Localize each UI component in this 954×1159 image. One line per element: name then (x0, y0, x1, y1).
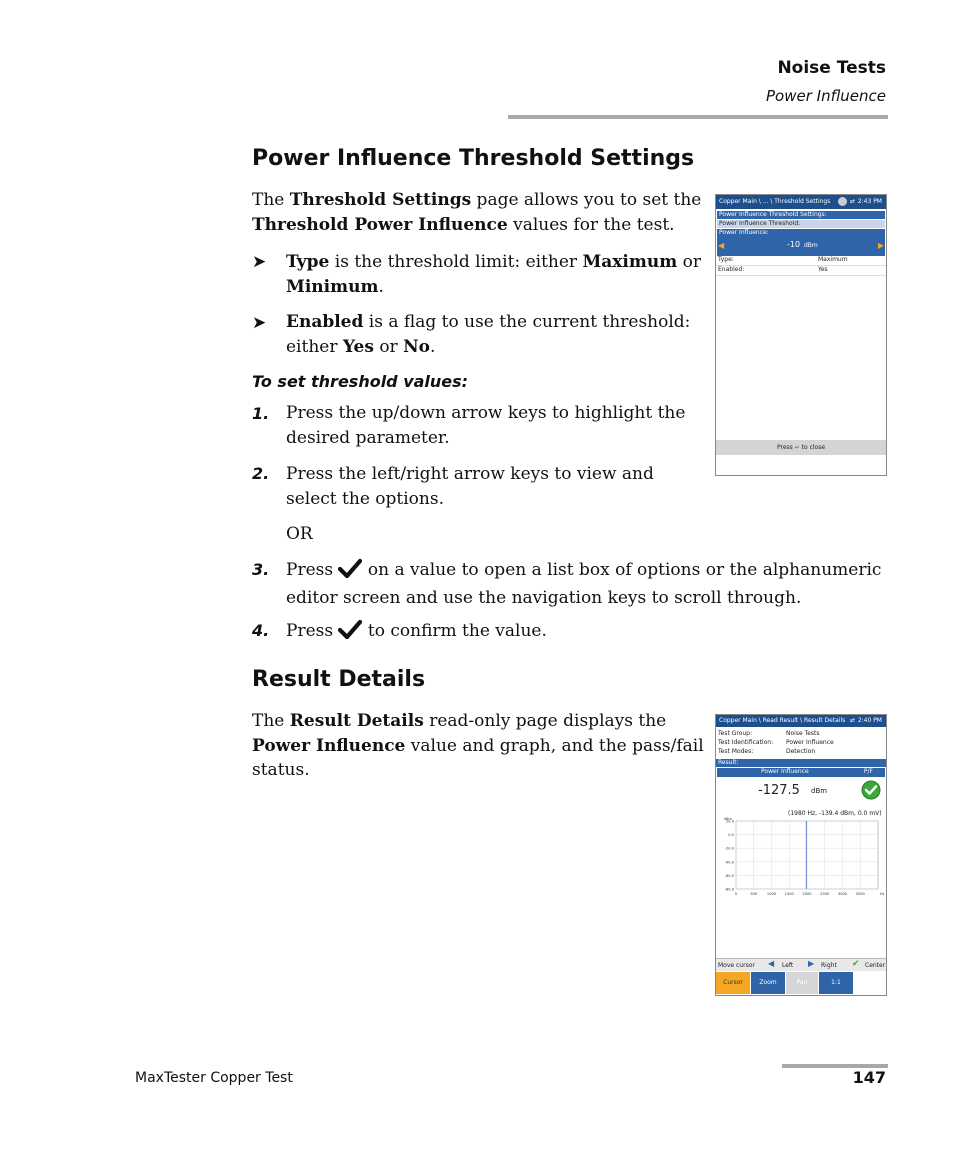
or-text: OR (286, 524, 313, 544)
screen-path: Copper Main \ Read Result \ Result Details (719, 717, 846, 724)
result-details-intro: The Result Details read-only page displays the Power Influence value and graph, and the pass/fail status. (252, 711, 704, 780)
step-3-text: Press on a value to open a list box of options or the alphanumeric editor screen and use the navigation keys to scroll through. (286, 560, 882, 608)
x-tick-label: 2000 (802, 892, 812, 896)
sync-icon: ⇄ (850, 717, 856, 724)
section-heading-threshold: Power Influence Threshold Settings (252, 146, 695, 171)
check-icon[interactable]: ✔ (852, 959, 860, 969)
running-header-subtitle: Power Influence (766, 87, 886, 105)
arrow-right-icon[interactable]: ▶ (877, 241, 884, 250)
x-tick-label: 500 (750, 892, 758, 896)
header-rule (508, 115, 888, 119)
tab-cursor[interactable]: Cursor (716, 972, 750, 994)
bullet-arrow-icon: ➤ (252, 252, 267, 272)
y-tick-label: 0.0 (728, 833, 734, 838)
y-tick-label: 20.0 (725, 819, 734, 824)
screen-titlebar (716, 195, 886, 209)
result-row: Result: (716, 759, 886, 767)
result-columns: Power Influence P/F (717, 768, 885, 777)
running-header-title: Noise Tests (777, 58, 886, 78)
y-tick-label: -80.0 (724, 887, 734, 892)
arrow-right-icon[interactable]: ▶ (808, 959, 815, 968)
bullet-arrow-icon: ➤ (252, 313, 267, 333)
bullet-enabled: Enabled is a flag to use the current threshold: either Yes or No. (286, 312, 691, 357)
x-tick-label: 1000 (766, 892, 777, 896)
y-tick-label: -40.0 (724, 860, 734, 865)
pass-icon (861, 780, 881, 804)
x-tick-label: 1500 (784, 892, 794, 896)
arrow-left-icon[interactable]: ◀ (768, 959, 775, 968)
step-2-text: Press the left/right arrow keys to view and select the options. (286, 464, 654, 509)
y-tick-label: -20.0 (724, 846, 734, 851)
power-influence-field[interactable]: Power Influence: ◀ -10 dBm ▶ (717, 229, 885, 256)
tab-one-to-one[interactable]: 1:1 (819, 972, 853, 994)
x-tick-label: 3000 (837, 892, 848, 896)
status-icon (838, 197, 847, 206)
checkmark-icon (338, 558, 362, 586)
y-tick-label: -60.0 (724, 873, 734, 878)
y-axis-label: dBm (724, 817, 732, 821)
cursor-readout: (1980 Hz, -139.4 dBm, 0.0 mV) (788, 810, 882, 817)
screen-titlebar (716, 715, 886, 727)
procedure-title: To set threshold values: (252, 372, 469, 391)
footer-title: MaxTester Copper Test (135, 1070, 293, 1086)
x-tick-label: 3500 (855, 892, 865, 896)
row-settings[interactable]: Power Influence Threshold Settings: (717, 211, 885, 219)
info-row: Test Identification: Power Influence (718, 739, 834, 746)
screen-path: Copper Main \ ... \ Threshold Settings (719, 198, 831, 205)
step-1-text: Press the up/down arrow keys to highlight the desired parameter. (286, 403, 686, 448)
row-threshold[interactable]: Power Influence Threshold: (717, 220, 885, 228)
step-4-text: Press to confirm the value. (286, 619, 886, 647)
info-row: Test Modes: Detection (718, 748, 816, 755)
result-value: -127.5 (758, 783, 800, 798)
enter-key-icon: ↵ (794, 444, 800, 451)
section-heading-result-details: Result Details (252, 667, 426, 692)
result-value-row (716, 777, 886, 803)
threshold-settings-screenshot (715, 194, 887, 476)
info-row: Test Group: Noise Tests (718, 730, 820, 737)
cursor-nav-bar: Move cursor ◀ Left ▶ Right ✔ Center (718, 959, 886, 969)
step-number: 3. (252, 560, 270, 579)
power-spectrum-chart[interactable] (716, 815, 886, 897)
x-tick-label: 0 (734, 892, 738, 896)
result-unit: dBm (811, 787, 828, 795)
step-number: 1. (252, 404, 270, 423)
test-info (716, 727, 886, 757)
type-row[interactable]: Type: Maximum (716, 256, 886, 266)
tab-zoom[interactable]: Zoom (751, 972, 785, 994)
page-number: 147 (852, 1068, 886, 1087)
sync-icon: ⇄ (850, 198, 856, 205)
checkmark-icon (338, 619, 362, 647)
screen-footer[interactable]: Press ↵ to close (716, 440, 886, 455)
bullet-type: Type is the threshold limit: either Maximum or Minimum. (286, 252, 701, 297)
screen-time: 2:40 PM (857, 717, 882, 724)
result-details-screenshot (715, 714, 887, 996)
screen-time: 2:43 PM (857, 198, 882, 205)
bottom-tabs (716, 972, 886, 994)
x-tick-label: 2500 (820, 892, 830, 896)
step-number: 2. (252, 464, 270, 483)
x-axis-label: Hz (880, 892, 885, 896)
tab-pan[interactable]: Pan (786, 972, 818, 994)
step-number: 4. (252, 621, 270, 640)
arrow-left-icon[interactable]: ◀ (718, 241, 725, 250)
enabled-row[interactable]: Enabled: Yes (716, 266, 886, 276)
threshold-intro: The Threshold Settings page allows you to set the Threshold Power Influence values for the test. (252, 190, 702, 235)
